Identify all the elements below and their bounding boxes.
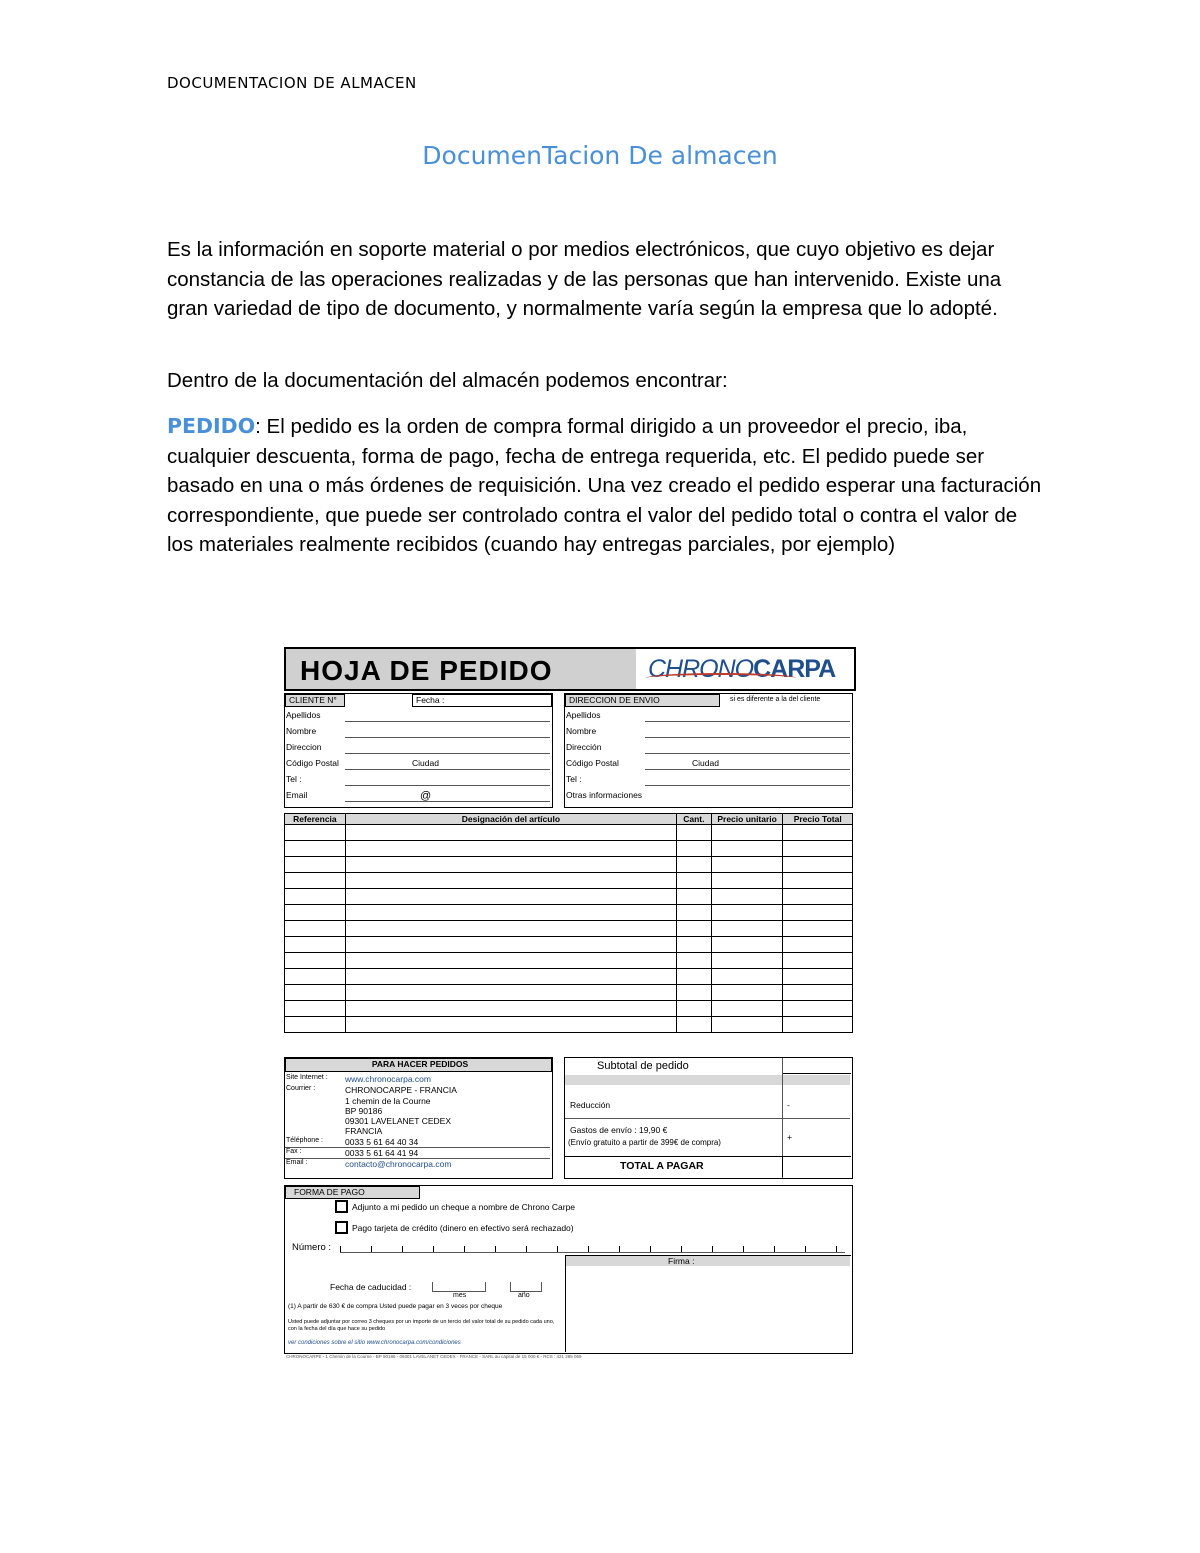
table-cell[interactable] <box>676 969 711 985</box>
table-cell[interactable] <box>783 857 853 873</box>
card-digit-tick <box>495 1246 496 1252</box>
shipping-field-label: Tel : <box>566 774 582 784</box>
table-row <box>285 985 853 1001</box>
ordering-info-label: Courrier : <box>286 1085 316 1092</box>
year-label: año <box>518 1292 530 1299</box>
ordering-info-value: FRANCIA <box>345 1126 383 1136</box>
pedido-paragraph <box>167 412 1047 560</box>
table-cell[interactable] <box>285 905 346 921</box>
table-cell[interactable] <box>285 937 346 953</box>
table-cell[interactable] <box>345 873 676 889</box>
table-row <box>285 937 853 953</box>
table-cell[interactable] <box>676 825 711 841</box>
ordering-info-label: Fax : <box>286 1148 302 1155</box>
table-cell[interactable] <box>783 825 853 841</box>
table-cell[interactable] <box>783 841 853 857</box>
shipping-header: DIRECCION DE ENVIO <box>565 694 720 707</box>
table-row <box>285 1017 853 1033</box>
logo-swoosh <box>646 673 796 683</box>
ordering-info-box <box>284 1057 553 1179</box>
table-cell[interactable] <box>783 873 853 889</box>
card-digit-tick <box>402 1246 403 1252</box>
card-digit-tick <box>557 1246 558 1252</box>
table-cell[interactable] <box>711 1017 783 1033</box>
card-digit-tick <box>340 1246 341 1252</box>
table-cell[interactable] <box>285 921 346 937</box>
cheques-note: Usted puede adjuntar por correo 3 cheques por un importe de un tercio del valor total de su pedido cada uno, con la fecha del día que hace su pedido <box>288 1319 555 1332</box>
shipping-field-label: Otras informaciones <box>566 790 643 800</box>
table-cell[interactable] <box>345 1017 676 1033</box>
table-cell[interactable] <box>783 1017 853 1033</box>
table-cell[interactable] <box>711 921 783 937</box>
table-cell[interactable] <box>676 953 711 969</box>
form-title: HOJA DE PEDIDO <box>300 655 553 686</box>
table-cell[interactable] <box>711 857 783 873</box>
table-cell[interactable] <box>285 1001 346 1017</box>
table-cell[interactable] <box>345 857 676 873</box>
table-cell[interactable] <box>345 825 676 841</box>
running-header: DOCUMENTACION DE ALMACEN <box>167 74 417 92</box>
order-form-image <box>284 647 854 1362</box>
expiry-label: Fecha de caducidad : <box>330 1282 412 1292</box>
table-cell[interactable] <box>285 985 346 1001</box>
table-cell[interactable] <box>285 1017 346 1033</box>
signature-label: Firma : <box>668 1256 695 1266</box>
table-cell[interactable] <box>676 857 711 873</box>
free-shipping-note: (Envío gratuito a partir de 399€ de compra) <box>568 1138 721 1147</box>
table-row <box>285 841 853 857</box>
table-cell[interactable] <box>345 889 676 905</box>
card-digit-tick <box>650 1246 651 1252</box>
client-number-header: CLIENTE N° <box>285 694 345 707</box>
table-cell[interactable] <box>285 841 346 857</box>
shipping-field-label: Nombre <box>566 726 597 736</box>
total-label: TOTAL A PAGAR <box>620 1160 704 1172</box>
table-cell[interactable] <box>285 825 346 841</box>
table-cell[interactable] <box>711 985 783 1001</box>
table-cell[interactable] <box>711 905 783 921</box>
card-digit-tick <box>836 1246 837 1252</box>
table-row <box>285 857 853 873</box>
table-row <box>285 905 853 921</box>
table-cell[interactable] <box>676 937 711 953</box>
plus-sign: + <box>787 1132 792 1142</box>
column-header: Precio Total <box>783 814 853 825</box>
cheque-checkbox[interactable] <box>335 1200 348 1213</box>
items-table <box>284 813 853 1033</box>
table-cell[interactable] <box>711 953 783 969</box>
table-cell[interactable] <box>783 889 853 905</box>
table-row <box>285 969 853 985</box>
client-box <box>284 693 553 808</box>
card-digit-tick <box>433 1246 434 1252</box>
card-digit-tick <box>371 1246 372 1252</box>
ordering-info-value: CHRONOCARPE - FRANCIA <box>345 1085 457 1095</box>
ordering-info-label: Téléphone : <box>286 1137 323 1144</box>
chronocarpa-logo: CHRONOCARPA <box>648 655 836 683</box>
table-cell[interactable] <box>783 969 853 985</box>
table-cell[interactable] <box>345 921 676 937</box>
client-field-label: Tel : <box>286 774 302 784</box>
table-cell[interactable] <box>345 937 676 953</box>
table-row <box>285 825 853 841</box>
table-cell[interactable] <box>783 1001 853 1017</box>
card-digit-tick <box>526 1246 527 1252</box>
table-cell[interactable] <box>783 921 853 937</box>
table-row <box>285 1001 853 1017</box>
table-cell[interactable] <box>285 857 346 873</box>
table-cell[interactable] <box>676 1001 711 1017</box>
table-cell[interactable] <box>711 937 783 953</box>
table-cell[interactable] <box>676 985 711 1001</box>
totals-box <box>564 1057 853 1179</box>
column-header: Referencia <box>285 814 346 825</box>
shipping-city-label: Ciudad <box>692 758 719 768</box>
form-footer: CHRONOCARPE - 1 Chemin de la Courne - BP 90186 - 09301 LAVELANET CEDEX - FRANCE - SARL au capital de 15 000 € - RCS : 421 285 069 <box>286 1354 582 1359</box>
table-cell[interactable] <box>711 889 783 905</box>
card-number-label: Número : <box>292 1242 332 1253</box>
table-cell[interactable] <box>711 873 783 889</box>
table-cell[interactable] <box>783 985 853 1001</box>
reduction-label: Reducción <box>570 1100 611 1110</box>
subtotal-label: Subtotal de pedido <box>597 1060 689 1072</box>
client-field-label: Email <box>286 790 308 800</box>
table-cell[interactable] <box>285 873 346 889</box>
shipping-cost-label: Gastos de envío : 19,90 € <box>570 1125 668 1135</box>
table-cell[interactable] <box>676 921 711 937</box>
column-header: Precio unitario <box>711 814 783 825</box>
cheque-option-label: Adjunto a mi pedido un cheque a nombre de Chrono Carpe <box>352 1202 576 1212</box>
shipping-field-label: Apellidos <box>566 710 601 720</box>
shipping-field-label: Dirección <box>566 742 602 752</box>
at-icon: @ <box>420 790 432 802</box>
client-field-label: Código Postal <box>286 758 339 768</box>
table-row <box>285 953 853 969</box>
ordering-info-value: BP 90186 <box>345 1106 383 1116</box>
card-digit-tick <box>805 1246 806 1252</box>
installments-note: (1) A partir de 630 € de compra Usted puede pagar en 3 veces por cheque <box>288 1303 503 1310</box>
payment-box <box>284 1185 853 1354</box>
card-digit-tick <box>712 1246 713 1252</box>
pedido-keyword: PEDIDO <box>167 414 256 438</box>
table-cell[interactable] <box>783 937 853 953</box>
ordering-info-value: 1 chemin de la Courne <box>345 1096 431 1106</box>
form-header <box>284 647 856 691</box>
shipping-note: si es diferente a la del cliente <box>730 696 821 703</box>
table-cell[interactable] <box>676 1017 711 1033</box>
table-cell[interactable] <box>711 1001 783 1017</box>
client-field-label: Direccion <box>286 742 322 752</box>
card-checkbox[interactable] <box>335 1221 348 1234</box>
card-digit-tick <box>619 1246 620 1252</box>
column-header: Cant. <box>676 814 711 825</box>
client-field-label: Nombre <box>286 726 317 736</box>
pedido-text: : El pedido es la orden de compra formal dirigido a un proveedor el precio, iba, cualquier descuenta, forma de pago, fecha de entrega requerida, etc. El pedido puede ser basado en una o más órdenes de requisición. Una vez creado el pedido esperar una facturación correspondiente, que puede ser controlado contra el valor del pedido total o contra el valor de los materiales realmente recibidos (cuando hay entregas parciales, por ejemplo) <box>167 415 1042 556</box>
ordering-info-value: 0033 5 61 64 40 34 <box>345 1137 419 1147</box>
card-digit-tick <box>774 1246 775 1252</box>
table-cell[interactable] <box>285 953 346 969</box>
conditions-link[interactable]: ver condiciones sobre el sitio www.chronocarpa.com/condiciones <box>288 1340 461 1346</box>
card-digit-tick <box>743 1246 744 1252</box>
ordering-info-header: PARA HACER PEDIDOS <box>285 1058 552 1072</box>
table-cell[interactable] <box>676 873 711 889</box>
table-cell[interactable] <box>345 1001 676 1017</box>
table-cell[interactable] <box>711 825 783 841</box>
ordering-info-value[interactable]: contacto@chronocarpa.com <box>345 1159 452 1169</box>
ordering-info-label: Site Internet : <box>286 1074 328 1081</box>
table-cell[interactable] <box>676 841 711 857</box>
column-header: Designación del artículo <box>345 814 676 825</box>
table-cell[interactable] <box>345 953 676 969</box>
page-title: DocumenTacion De almacen <box>422 141 778 170</box>
table-cell[interactable] <box>345 969 676 985</box>
list-intro-paragraph: Dentro de la documentación del almacén podemos encontrar: <box>167 369 728 392</box>
ordering-info-value: 0033 5 61 64 41 94 <box>345 1148 419 1158</box>
month-label: mes <box>453 1292 467 1299</box>
minus-sign: - <box>787 1100 790 1110</box>
table-cell[interactable] <box>285 889 346 905</box>
card-digit-tick <box>588 1246 589 1252</box>
table-cell[interactable] <box>676 889 711 905</box>
table-row <box>285 921 853 937</box>
table-row <box>285 889 853 905</box>
shipping-box <box>564 693 853 808</box>
table-cell[interactable] <box>345 985 676 1001</box>
table-cell[interactable] <box>783 905 853 921</box>
card-digit-tick <box>681 1246 682 1252</box>
client-field-label: Apellidos <box>286 710 321 720</box>
payment-header: FORMA DE PAGO <box>285 1186 420 1199</box>
ordering-info-value: 09301 LAVELANET CEDEX <box>345 1116 451 1126</box>
card-option-label: Pago tarjeta de crédito (dinero en efectivo será rechazado) <box>352 1223 574 1233</box>
intro-paragraph: Es la información en soporte material o por medios electrónicos, que cuyo objetivo es dejar constancia de las operaciones realizadas y de las personas que han intervenido. Existe una gran variedad de tipo de documento, y normalmente varía según la empresa que lo adopté. <box>167 238 1002 320</box>
table-cell[interactable] <box>711 969 783 985</box>
table-cell[interactable] <box>285 969 346 985</box>
card-digit-tick <box>464 1246 465 1252</box>
table-cell[interactable] <box>783 953 853 969</box>
ordering-info-value[interactable]: www.chronocarpa.com <box>345 1074 431 1084</box>
ordering-info-label: Email : <box>286 1159 308 1166</box>
table-row <box>285 873 853 889</box>
table-cell[interactable] <box>345 841 676 857</box>
table-cell[interactable] <box>676 905 711 921</box>
shipping-field-label: Código Postal <box>566 758 619 768</box>
client-city-label: Ciudad <box>412 758 439 768</box>
date-header: Fecha : <box>412 694 552 707</box>
table-cell[interactable] <box>711 841 783 857</box>
table-cell[interactable] <box>345 905 676 921</box>
